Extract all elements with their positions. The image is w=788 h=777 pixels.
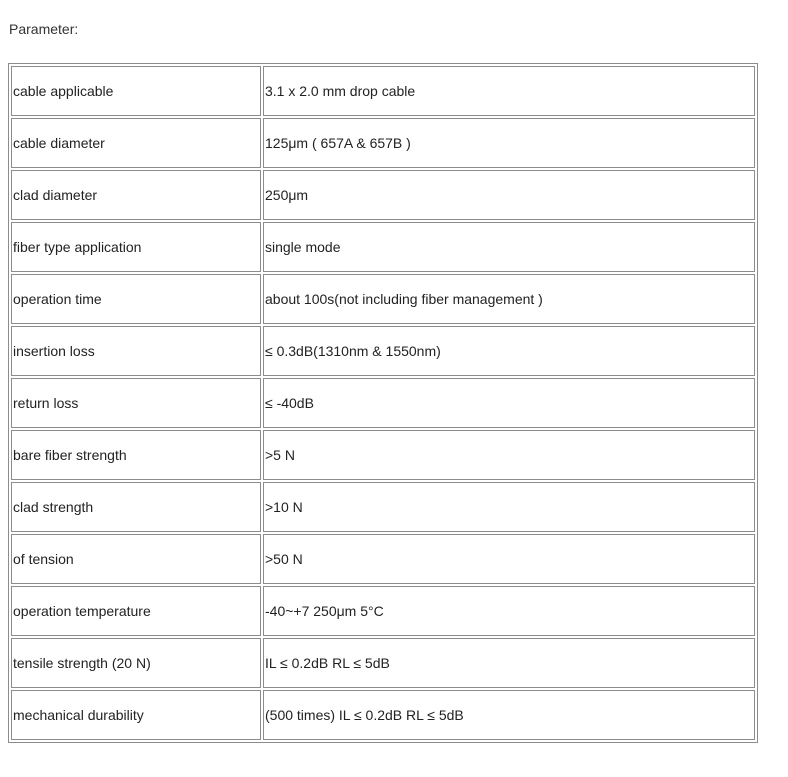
parameter-value: >5 N xyxy=(263,430,755,480)
parameter-label: clad diameter xyxy=(11,170,261,220)
parameter-label: of tension xyxy=(11,534,261,584)
table-row xyxy=(11,326,755,376)
table-row xyxy=(11,118,755,168)
parameter-value: >10 N xyxy=(263,482,755,532)
table-row xyxy=(11,378,755,428)
parameter-value: -40~+7 250μm 5°C xyxy=(263,586,755,636)
table-row xyxy=(11,222,755,272)
table-row xyxy=(11,430,755,480)
parameter-label: operation time xyxy=(11,274,261,324)
table-row xyxy=(11,690,755,740)
parameter-label: return loss xyxy=(11,378,261,428)
table-row xyxy=(11,534,755,584)
parameter-label: operation temperature xyxy=(11,586,261,636)
parameter-table xyxy=(8,63,758,743)
table-row xyxy=(11,274,755,324)
table-row xyxy=(11,586,755,636)
parameter-value: 250μm xyxy=(263,170,755,220)
parameter-value: IL ≤ 0.2dB RL ≤ 5dB xyxy=(263,638,755,688)
parameter-value: single mode xyxy=(263,222,755,272)
table-row xyxy=(11,638,755,688)
parameter-value: (500 times) IL ≤ 0.2dB RL ≤ 5dB xyxy=(263,690,755,740)
parameter-value: ≤ 0.3dB(1310nm & 1550nm) xyxy=(263,326,755,376)
table-row xyxy=(11,170,755,220)
parameter-label: bare fiber strength xyxy=(11,430,261,480)
table-row xyxy=(11,482,755,532)
parameter-label: cable diameter xyxy=(11,118,261,168)
parameter-value: ≤ -40dB xyxy=(263,378,755,428)
parameter-label: mechanical durability xyxy=(11,690,261,740)
parameter-value: 125μm ( 657A & 657B ) xyxy=(263,118,755,168)
parameter-label: fiber type application xyxy=(11,222,261,272)
parameter-label: tensile strength (20 N) xyxy=(11,638,261,688)
page-heading: Parameter: xyxy=(9,21,79,37)
parameter-label: clad strength xyxy=(11,482,261,532)
parameter-label: insertion loss xyxy=(11,326,261,376)
parameter-value: about 100s(not including fiber management ) xyxy=(263,274,755,324)
table-row xyxy=(11,66,755,116)
parameter-label: cable applicable xyxy=(11,66,261,116)
parameter-value: >50 N xyxy=(263,534,755,584)
parameter-value: 3.1 x 2.0 mm drop cable xyxy=(263,66,755,116)
